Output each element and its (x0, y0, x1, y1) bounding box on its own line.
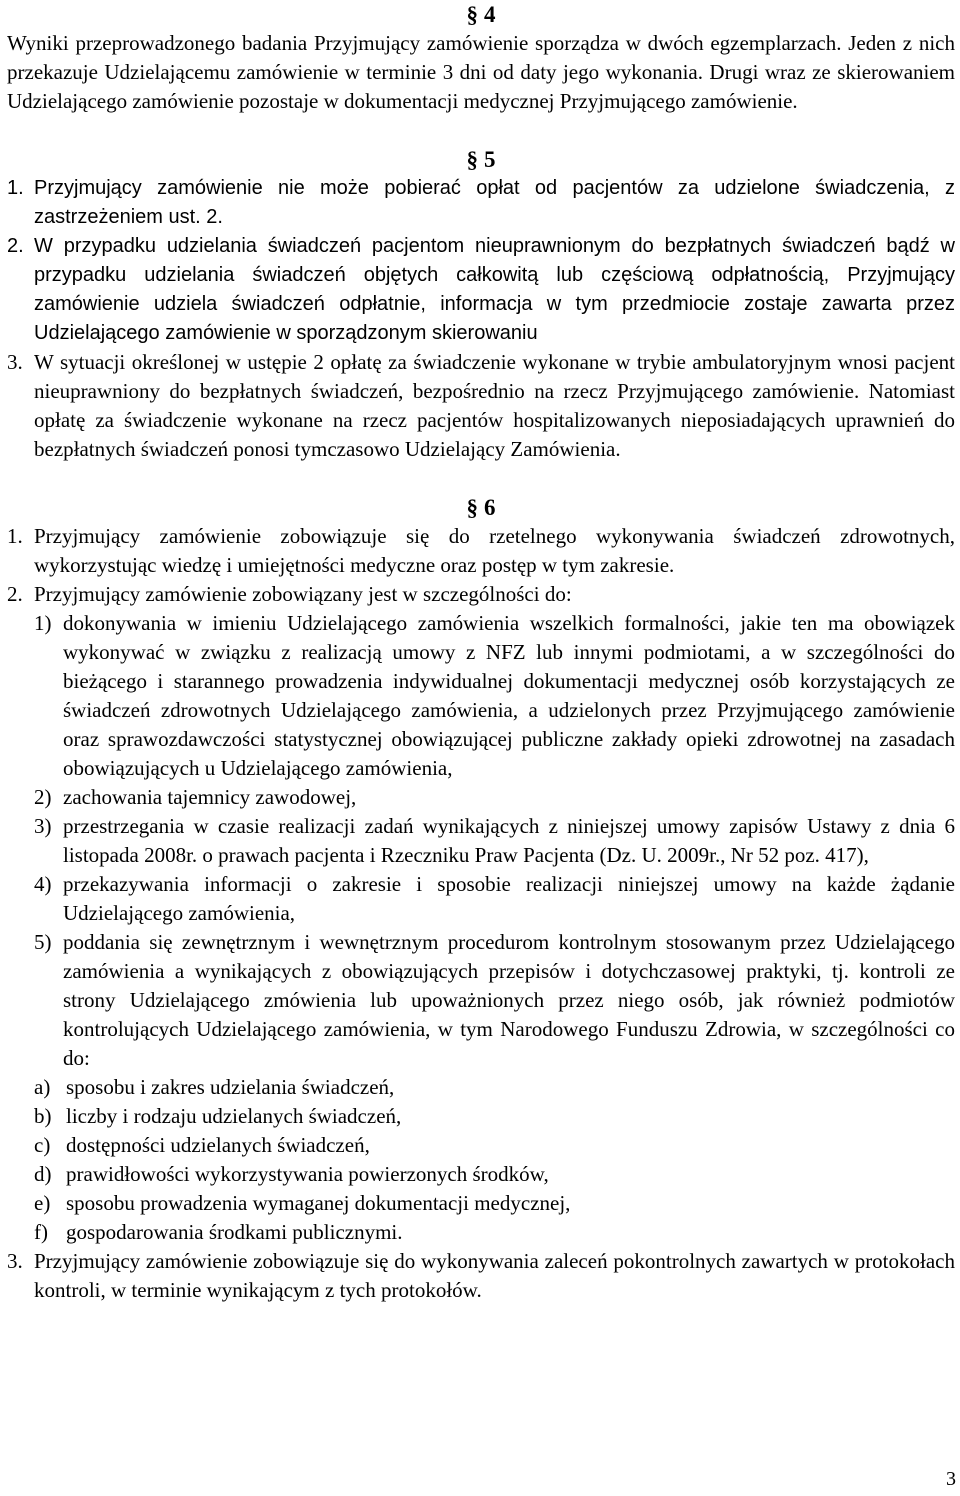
section-6-subitem-5: 5) poddania się zewnętrznym i wewnętrznym procedurom kontrolnym stosowanym przez Udzielającego zamówienia a wynikających z obowiązujących przepisów i dotychczasowej praktyki, tj. kontroli ze strony Udzielającego zmówienia lub upoważnionych przez niego osób, jak również podmiotów kontrolujących Udzielającego zamówienia, w tym Narodowego Funduszu Zdrowia, w szczególności co do: (34, 930, 955, 1070)
section-6-letter-item-c: c) dostępności udzielanych świadczeń, (34, 1133, 370, 1157)
section-6-subitem-3: 3) przestrzegania w czasie realizacji zadań wynikających z niniejszej umowy zapisów Ustawy z dnia 6 listopada 2008r. o prawach pacjenta i Rzeczniku Praw Pacjenta (Dz. U. 2009r., Nr 52 poz. 417), (34, 814, 955, 867)
section-6-subitem-4: 4) przekazywania informacji o zakresie i sposobie realizacji niniejszej umowy na każde żądanie Udzielającego zamówienia, (34, 872, 955, 925)
section-6-letter-item-e: e) sposobu prowadzenia wymaganej dokumentacji medycznej, (34, 1191, 571, 1215)
section-5-item-1: 1. Przyjmujący zamówienie nie może pobierać opłat od pacjentów za udzielone świadczenia, z zastrzeżeniem ust. 2. (7, 177, 955, 228)
section-heading-4: § 4 (466, 2, 496, 27)
document-page (7, 0, 955, 1305)
section-6-letter-item-d: d) prawidłowości wykorzystywania powierzonych środków, (34, 1162, 549, 1186)
section-6-item-2: 2. Przyjmujący zamówienie zobowiązany jest w szczególności do: (7, 582, 572, 606)
section-6-item-1: 1. Przyjmujący zamówienie zobowiązuje się do rzetelnego wykonywania świadczeń zdrowotnych, wykorzystując wiedzę i umiejętności medyczne oraz postęp w tym zakresie. (7, 524, 955, 577)
section-heading-5: § 5 (466, 147, 496, 172)
section-6-letter-item-a: a) sposobu i zakres udzielania świadczeń, (34, 1075, 395, 1099)
section-6-letter-item-f: f) gospodarowania środkami publicznymi. (34, 1220, 403, 1244)
section-4-paragraph: Wyniki przeprowadzonego badania Przyjmujący zamówienie sporządza w dwóch egzemplarzach. Jeden z nich przekazuje Udzielającemu zamówienie w terminie 3 dni od daty jego wykonania. Drugi wraz ze skierowaniem Udzielającego zamówienie pozostaje w dokumentacji medycznej Przyjmującego zamówienie. (7, 31, 955, 113)
section-6-item-3: 3. Przyjmujący zamówienie zobowiązuje się do wykonywania zaleceń pokontrolnych zawartych w protokołach kontroli, w terminie wynikającym z tych protokołów. (7, 1249, 955, 1302)
section-6-subitem-2: 2) zachowania tajemnicy zawodowej, (34, 785, 357, 809)
page-number: 3 (946, 1468, 956, 1490)
section-5-item-2: 2. W przypadku udzielania świadczeń pacjentom nieuprawnionym do bezpłatnych świadczeń bądź w przypadku udzielania świadczeń objętych całkowitą lub częściową odpłatnością, Przyjmujący zamówienie udziela świadczeń odpłatnie, informacja w tym przedmiocie zostaje zawarta przez Udzielającego zamówienie w sporządzonym skierowaniu (7, 235, 955, 344)
section-6-subitem-1: 1) dokonywania w imieniu Udzielającego zamówienia wszelkich formalności, jakie ten ma obowiązek wykonywać w związku z realizacją umowy z NFZ lub innymi podmiotami, a w szczególności do bieżącego i starannego prowadzenia indywidualnej dokumentacji medycznej osób korzystających ze świadczeń zdrowotnych Udzielającego zamówienia, a udzielonych przez Przyjmującego zamówienie oraz sprawozdawczości statystycznej obowiązującej publiczne zakłady opieki zdrowotnej na zasadach obowiązujących u Udzielającego zamówienia, (34, 611, 955, 780)
section-6-letter-item-b: b) liczby i rodzaju udzielanych świadczeń, (34, 1104, 402, 1128)
section-heading-6: § 6 (466, 495, 496, 520)
section-5-item-3: 3. W sytuacji określonej w ustępie 2 opłatę za świadczenie wykonane w trybie ambulatoryjnym wnosi pacjent nieuprawniony do bezpłatnych świadczeń, bezpośrednio na rzecz Przyjmującego zamówienie. Natomiast opłatę za świadczenie wykonane na rzecz pacjentów hospitalizowanych nieposiadających uprawnień do bezpłatnych świadczeń ponosi tymczasowo Udzielający Zamówienia. (7, 350, 955, 461)
